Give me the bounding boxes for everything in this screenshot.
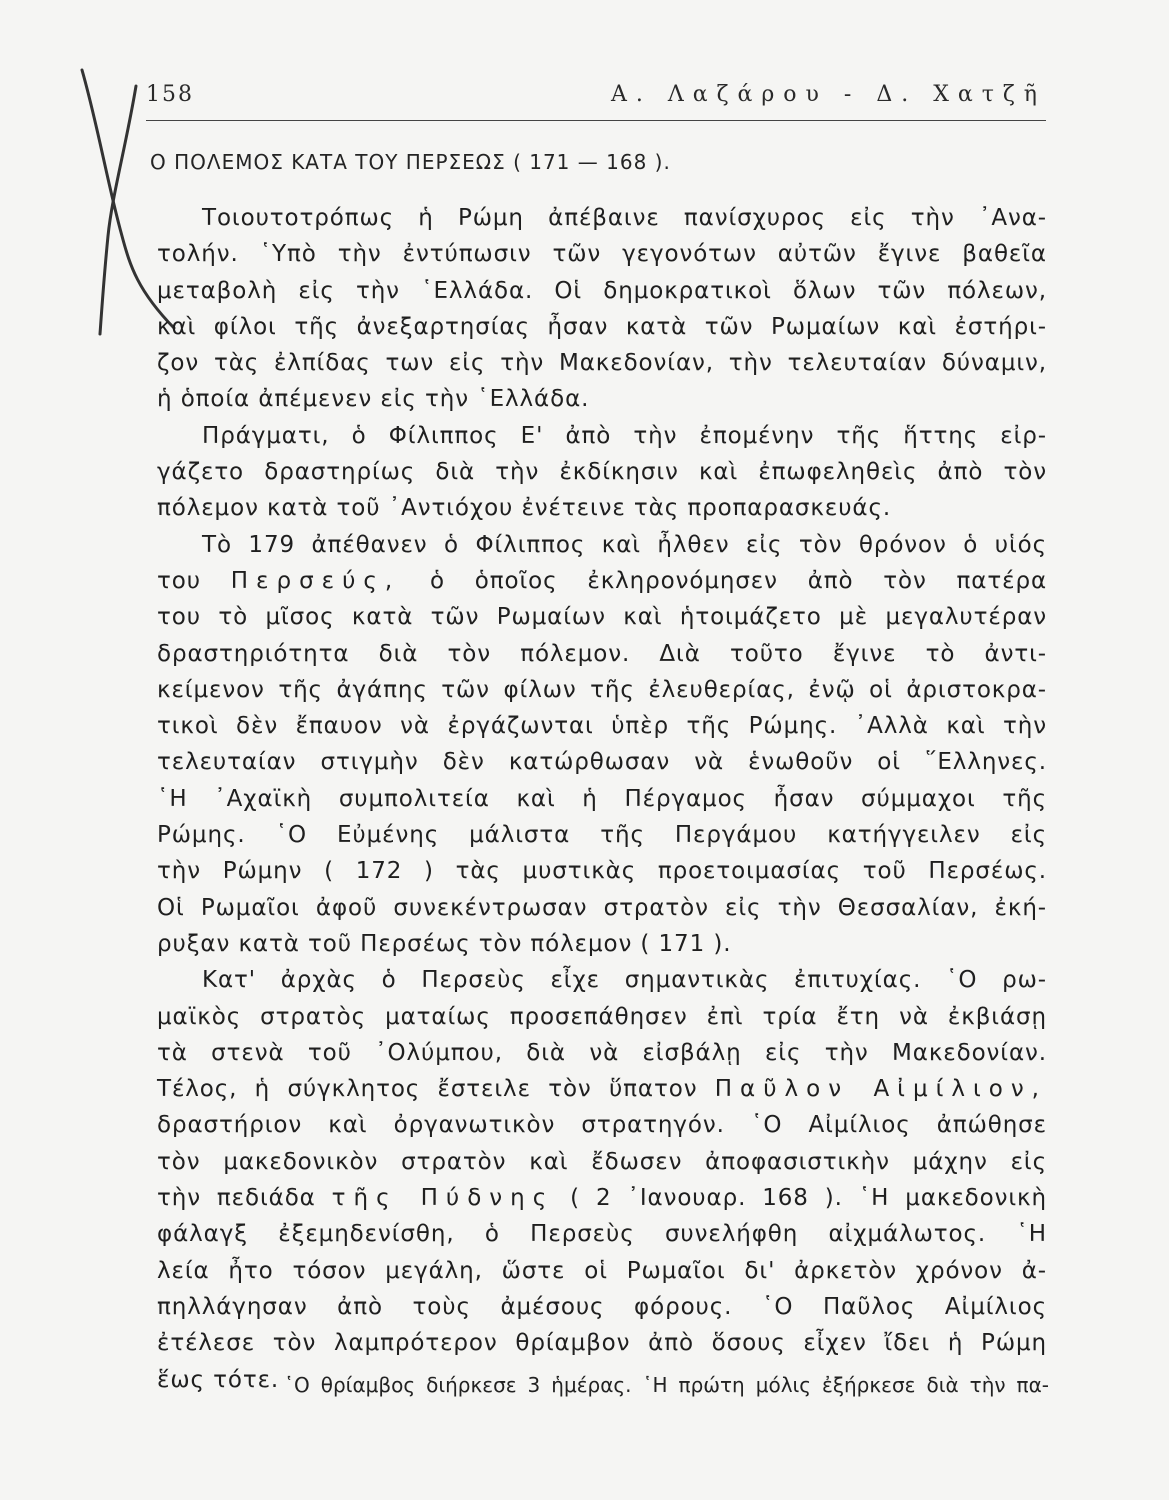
emphasized-name: Παῦλον Αἰμίλιον,	[714, 1076, 1047, 1103]
footnote: ῾Ο θρίαμβος διήρκεσε 3 ἡμέρας. ῾Η πρώτη μόλις ἐξήρκεσε διὰ τὴν πα-	[284, 1373, 1049, 1397]
running-header	[146, 80, 1046, 114]
text-line: δραστήριον καὶ ὀργανωτικὸν στρατηγόν. ῾Ο Αἰμίλιος ἀπώθησε	[157, 1112, 1047, 1139]
text-line: ἡ ὁποία ἀπέμενεν εἰς τὴν ῾Ελλάδα.	[157, 386, 590, 413]
text-line: Κατ' ἀρχὰς ὁ Περσεὺς εἶχε σημαντικὰς ἐπιτυχίας. ῾Ο ρω-	[202, 967, 1047, 994]
running-title: Α. Λαζάρου - Δ. Χατζῆ	[610, 82, 1046, 107]
text-span: ( 2 ᾿Ιανουαρ. 168 ). ῾Η μακεδονικὴ	[570, 1185, 1047, 1212]
text-line: τὰ στενὰ τοῦ ᾿Ολύμπου, διὰ νὰ εἰσβάλῃ εἰς τὴν Μακεδονίαν.	[157, 1039, 1047, 1066]
text-line: φάλαγξ ἐξεμηδενίσθη, ὁ Περσεὺς συνελήφθη αἰχμάλωτος. ῾Η	[157, 1221, 1047, 1248]
text-line: τολήν. ῾Υπὸ τὴν ἐντύπωσιν τῶν γεγονότων αὐτῶν ἔγινε βαθεῖα	[157, 241, 1047, 268]
text-line: καὶ φίλοι τῆς ἀνεξαρτησίας ἦσαν κατὰ τῶν Ρωμαίων καὶ ἐστήρι-	[157, 313, 1047, 340]
text-line: ἐτέλεσε τὸν λαμπρότερον θρίαμβον ἀπὸ ὅσους εἶχεν ἴδει ἡ Ρώμη	[157, 1330, 1047, 1357]
text-line: μεταβολὴ εἰς τὴν ῾Ελλάδα. Οἱ δημοκρατικοὶ ὅλων τῶν πόλεων,	[157, 277, 1047, 304]
text-line: πηλλάγησαν ἀπὸ τοὺς ἀμέσους φόρους. ῾Ο Παῦλος Αἰμίλιος	[157, 1293, 1047, 1320]
text-line: τικοὶ δὲν ἔπαυον νὰ ἐργάζωνται ὑπὲρ τῆς Ρώμης. ᾿Αλλὰ καὶ τὴν	[157, 713, 1047, 740]
text-line: τὴν Ρώμην ( 172 ) τὰς μυστικὰς προετοιμασίας τοῦ Περσέως.	[157, 858, 1047, 885]
text-line: τελευταίαν στιγμὴν δὲν κατώρθωσαν νὰ ἑνωθοῦν οἱ ῞Ελληνες.	[157, 749, 1047, 776]
emphasized-name: Περσεύς,	[230, 567, 401, 594]
text-line: ἕως τότε.	[157, 1366, 280, 1393]
text-line: του τὸ μῖσος κατὰ τῶν Ρωμαίων καὶ ἡτοιμάζετο μὲ μεγαλυτέραν	[157, 604, 1047, 631]
text-line: ῾Η ᾿Αχαϊκὴ συμπολιτεία καὶ ἡ Πέργαμος ἦσαν σύμμαχοι τῆς	[157, 785, 1047, 812]
text-line: πόλεμον κατὰ τοῦ ᾿Αντιόχου ἐνέτεινε τὰς προπαρασκευάς.	[157, 495, 892, 522]
text-span: ὁ ὁποῖος ἐκληρονόμησεν ἀπὸ τὸν πατέρα	[430, 567, 1047, 594]
body-text	[157, 200, 1047, 1398]
text-line	[157, 563, 1047, 599]
text-line: ρυξαν κατὰ τοῦ Περσέως τὸν πόλεμον ( 171 ).	[157, 930, 732, 957]
text-line: δραστηριότητα διὰ τὸν πόλεμον. Διὰ τοῦτο ἔγινε τὸ ἀντι-	[157, 640, 1047, 667]
text-line: κείμενον τῆς ἀγάπης τῶν φίλων τῆς ἐλευθερίας, ἐνῷ οἱ ἀριστοκρα-	[157, 676, 1047, 703]
section-title: Ο ΠΟΛΕΜΟΣ ΚΑΤΑ ΤΟΥ ΠΕΡΣΕΩΣ ( 171 — 168 ).	[150, 150, 671, 174]
text-span: του	[157, 567, 201, 594]
text-line: Τὸ 179 ἀπέθανεν ὁ Φίλιππος καὶ ἦλθεν εἰς τὸν θρόνον ὁ υἱός	[202, 531, 1047, 558]
text-line	[157, 1180, 1047, 1216]
text-line: τὸν μακεδονικὸν στρατὸν καὶ ἔδωσεν ἀποφασιστικὴν μάχην εἰς	[157, 1148, 1047, 1175]
text-line: γάζετο δραστηρίως διὰ τὴν ἐκδίκησιν καὶ ἐπωφεληθεὶς ἀπὸ τὸν	[157, 459, 1047, 486]
text-line	[157, 1071, 1047, 1107]
header-divider	[146, 120, 1046, 121]
text-line: ζον τὰς ἐλπίδας των εἰς τὴν Μακεδονίαν, τὴν τελευταίαν δύναμιν,	[157, 350, 1047, 377]
text-line: Πράγματι, ὁ Φίλιππος Ε' ἀπὸ τὴν ἐπομένην τῆς ἥττης εἰρ-	[202, 422, 1047, 449]
page-number: 158	[146, 82, 194, 107]
emphasized-name: τῆς Πύδνης	[331, 1185, 555, 1212]
text-line: Τοιουτοτρόπως ἡ Ρώμη ἀπέβαινε πανίσχυρος εἰς τὴν ᾿Ανα-	[202, 205, 1047, 231]
text-line: Οἱ Ρωμαῖοι ἀφοῦ συνεκέντρωσαν στρατὸν εἰς τὴν Θεσσαλίαν, ἐκή-	[157, 894, 1047, 921]
text-line: λεία ἦτο τόσον μεγάλη, ὥστε οἱ Ρωμαῖοι δι' ἀρκετὸν χρόνον ἀ-	[157, 1257, 1047, 1284]
text-line: μαϊκὸς στρατὸς ματαίως προσεπάθησεν ἐπὶ τρία ἔτη νὰ ἐκβιάσῃ	[157, 1003, 1047, 1030]
text-span: Τέλος, ἡ σύγκλητος ἔστειλε τὸν ὕπατον	[157, 1076, 698, 1103]
text-line: Ρώμης. ῾Ο Εὐμένης μάλιστα τῆς Περγάμου κατήγγειλεν εἰς	[157, 822, 1047, 849]
text-span: τὴν πεδιάδα	[157, 1185, 316, 1212]
